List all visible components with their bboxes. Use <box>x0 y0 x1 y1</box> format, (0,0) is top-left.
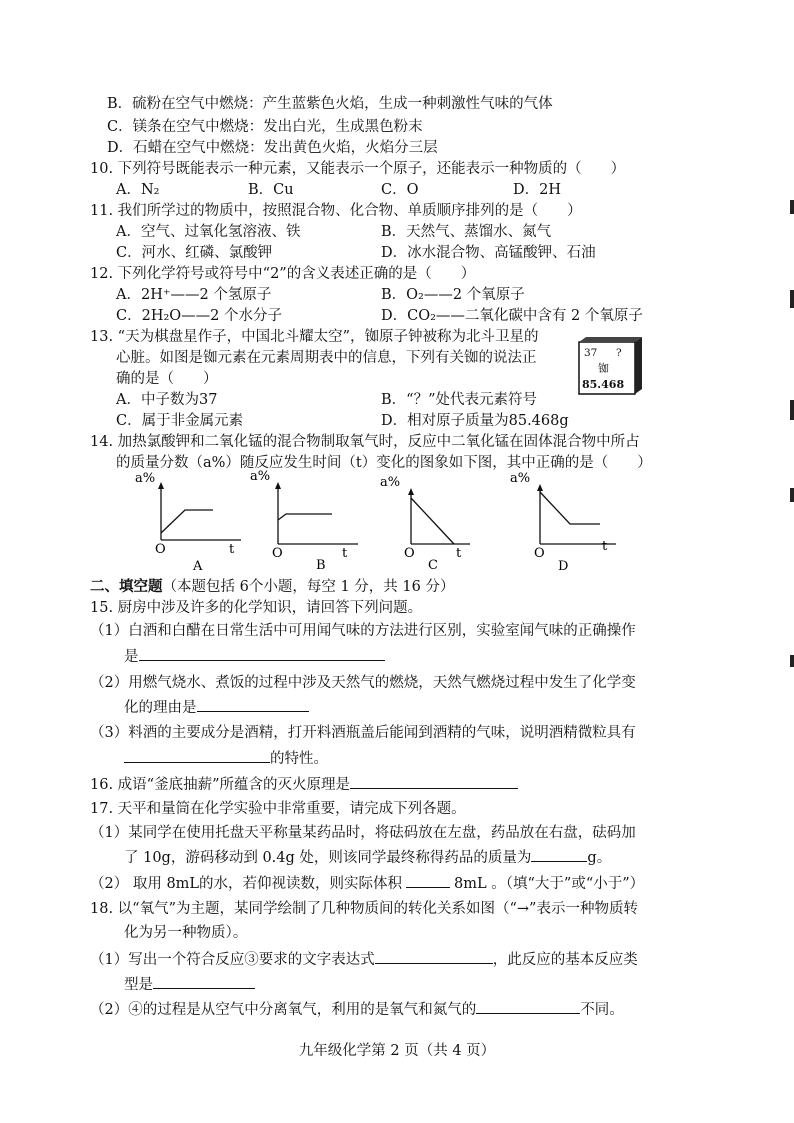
q17-part1-line2 <box>124 847 611 868</box>
q18-answer-blank-3[interactable] <box>476 999 580 1014</box>
q9-option-b: B．硫粉在空气中燃烧：产生蓝紫色火焰，生成一种刺激性气味的气体 <box>107 96 553 112</box>
q11-stem: 11. 我们所学过的物质中，按照混合物、化合物、单质顺序排列的是（ ） <box>90 203 582 219</box>
q10-option-a: A．N₂ <box>116 182 160 198</box>
graph-c <box>380 468 500 582</box>
q18-answer-blank-1[interactable] <box>375 949 493 964</box>
graph-d-ylabel: a% <box>510 471 531 486</box>
graph-d-origin: O <box>534 546 545 561</box>
q13-option-b: B．“？”处代表元素符号 <box>381 392 537 408</box>
q14-stem-line1: 14. 加热氯酸钾和二氧化锰的混合物制取氧气时，反应中二氧化锰在固体混合物中所占 <box>90 434 640 450</box>
q13-option-a: A．中子数为37 <box>116 392 218 408</box>
q18-part1-mid: ，此反应的基本反应类 <box>492 952 638 968</box>
section-2-note: （本题包括 6个小题，每空 1 分，共 16 分） <box>162 579 455 595</box>
q15-part2-line2 <box>124 697 309 718</box>
graph-b-caption: B <box>316 558 326 573</box>
q12-option-d: D．CO₂——二氧化碳中含有 2 个氧原子 <box>381 308 643 324</box>
q11-option-a: A．空气、过氧化氢溶液、铁 <box>116 224 301 240</box>
q13-option-d: D．相对原子质量为85.468g <box>381 413 569 429</box>
q18-answer-blank-2[interactable] <box>153 974 255 989</box>
graph-c-origin: O <box>404 546 415 561</box>
q9-option-c: C．镁条在空气中燃烧：发出白光，生成黑色粉末 <box>107 119 423 135</box>
q11-option-d: D．冰水混合物、高锰酸钾、石油 <box>381 245 596 261</box>
element-name: 铷 <box>598 362 609 375</box>
graph-a-xlabel: t <box>229 542 235 557</box>
q15-part2-line1: （2）用燃气烧水、煮饭的过程中涉及天然气的燃烧，天然气燃烧过程中发生了化学变 <box>90 675 636 691</box>
graph-d-xlabel: t <box>602 539 608 554</box>
q15-answer-blank-2[interactable] <box>197 697 309 712</box>
section-2-title: 二、填空题 <box>90 578 163 595</box>
periodic-element-figure <box>578 336 644 396</box>
q16-answer-blank[interactable] <box>350 774 518 789</box>
q10-option-b: B．Cu <box>248 182 294 198</box>
q17-part2-line <box>90 873 644 894</box>
q18-part1-prefix: 型是 <box>124 977 153 993</box>
scan-edge-mark <box>790 290 794 308</box>
q18-part2-line <box>90 999 624 1020</box>
q17-part1-text: 了 10g，游码移动到 0.4g 处，则该同学最终称得药品的质量为 <box>124 850 532 866</box>
section-2-heading <box>90 577 454 597</box>
graph-d-curve <box>540 492 600 524</box>
q17-part1-line1: （1）某同学在使用托盘天平称量某药品时，将砝码放在左盘，药品放在右盘，砝码加 <box>90 825 636 841</box>
graph-b-origin: O <box>272 546 283 561</box>
q17-part2-text: （2） 取用 8mL的水，若仰视读数，则实际体积 <box>90 876 403 892</box>
q15-part1-line1: （1）白酒和白醋在日常生活中可用闻气味的方法进行区别，实验室闻气味的正确操作 <box>90 623 636 639</box>
q15-answer-blank-3[interactable] <box>124 748 270 763</box>
scan-edge-mark <box>790 488 794 502</box>
q12-stem: 12. 下列化学符号或符号中“2”的含义表述正确的是（ ） <box>90 266 476 282</box>
q16-stem: 16. 成语“釜底抽薪”所蕴含的灭火原理是 <box>90 777 350 793</box>
element-number: 37 <box>584 347 598 359</box>
q9-option-d: D．石蜡在空气中燃烧：发出黄色火焰，火焰分三层 <box>107 140 438 156</box>
q15-part3-line1: （3）料酒的主要成分是酒精，打开料酒瓶盖后能闻到酒精的气味，说明酒精微粒具有 <box>90 725 636 741</box>
q11-option-b: B．天然气、蒸馏水、氮气 <box>381 224 552 240</box>
q13-option-c: C．属于非金属元素 <box>116 413 244 429</box>
page-footer: 九年级化学第 2 页（共 4 页） <box>298 1043 496 1059</box>
q13-stem-line1: 13. “天为棋盘星作子，中国北斗耀太空”，铷原子钟被称为北斗卫星的 <box>90 329 539 345</box>
element-mass: 85.468 <box>582 378 625 391</box>
graph-a-caption: A <box>193 559 203 574</box>
q16-line <box>90 774 518 795</box>
periodic-element-box <box>578 336 644 396</box>
q12-option-b: B．O₂——2 个氧原子 <box>381 287 525 303</box>
scan-edge-mark <box>790 655 794 667</box>
graph-a <box>133 468 253 582</box>
q12-option-c: C．2H₂O——2 个水分子 <box>116 308 282 324</box>
q17-part2-suffix: 8mL 。（填“大于”或“小于”） <box>454 876 645 892</box>
graph-c-xlabel: t <box>456 546 462 561</box>
q12-option-a: A．2H⁺——2 个氢原子 <box>116 287 272 303</box>
q10-stem: 10. 下列符号既能表示一种元素，又能表示一个原子，还能表示一种物质的（ ） <box>90 161 626 177</box>
q15-part1-prefix: 是 <box>124 649 139 665</box>
q13-stem-line2: 心脏。如图是铷元素在元素周期表中的信息，下列有关铷的说法正 <box>116 350 537 366</box>
graph-b-xlabel: t <box>342 546 348 561</box>
q18-part2-text: （2）④的过程是从空气中分离氧气，利用的是氧气和氮气的 <box>90 1002 477 1018</box>
q15-answer-blank-1[interactable] <box>139 646 385 661</box>
scan-edge-mark <box>790 400 794 420</box>
q18-part2-suffix: 不同。 <box>580 1002 624 1018</box>
q17-answer-blank-2[interactable] <box>406 873 450 888</box>
q17-part1-unit: g。 <box>587 850 612 866</box>
element-symbol: ? <box>616 347 622 359</box>
q18-stem-line1: 18. 以“氧气”为主题，某同学绘制了几种物质间的转化关系如图（“→”表示一种物质转 <box>90 901 638 917</box>
q14-stem-line2: 的质量分数（a%）随反应发生时间（t）变化的图象如下图，其中正确的是（ ） <box>116 455 652 471</box>
q10-option-d: D．2H <box>513 182 561 198</box>
graph-a-ylabel: a% <box>135 471 156 486</box>
q17-stem: 17. 天平和量筒在化学实验中非常重要，请完成下列各题。 <box>90 801 466 817</box>
graph-c-caption: C <box>428 558 438 573</box>
graph-b-curve <box>278 514 332 520</box>
graph-c-curve <box>411 498 454 544</box>
graph-b <box>250 468 370 582</box>
graph-a-origin: O <box>155 542 166 557</box>
q15-stem: 15. 厨房中涉及许多的化学知识，请回答下列问题。 <box>90 600 423 616</box>
q18-part1-text: （1）写出一个符合反应③要求的文字表达式 <box>90 952 375 968</box>
q15-part3-line2 <box>124 748 328 769</box>
graph-b-ylabel: a% <box>250 469 271 484</box>
graph-a-curve <box>161 510 213 533</box>
q15-part2-prefix: 化的理由是 <box>124 700 197 716</box>
graph-d-caption: D <box>558 559 569 574</box>
q17-answer-blank-1[interactable] <box>531 847 587 862</box>
graph-c-ylabel: a% <box>380 475 401 490</box>
q13-stem-line3: 确的是（ ） <box>116 371 218 387</box>
q18-stem-line2: 化为另一种物质）。 <box>124 925 248 941</box>
q18-part1-line2 <box>124 974 255 995</box>
q11-option-c: C．河水、红磷、氯酸钾 <box>116 245 273 261</box>
scan-edge-mark <box>790 200 794 214</box>
q15-part1-line2 <box>124 646 385 667</box>
graph-d <box>508 468 628 582</box>
q18-part1-line1 <box>90 949 638 970</box>
q15-part3-suffix: 的特性。 <box>270 751 328 767</box>
q10-option-c: C．O <box>381 182 419 198</box>
